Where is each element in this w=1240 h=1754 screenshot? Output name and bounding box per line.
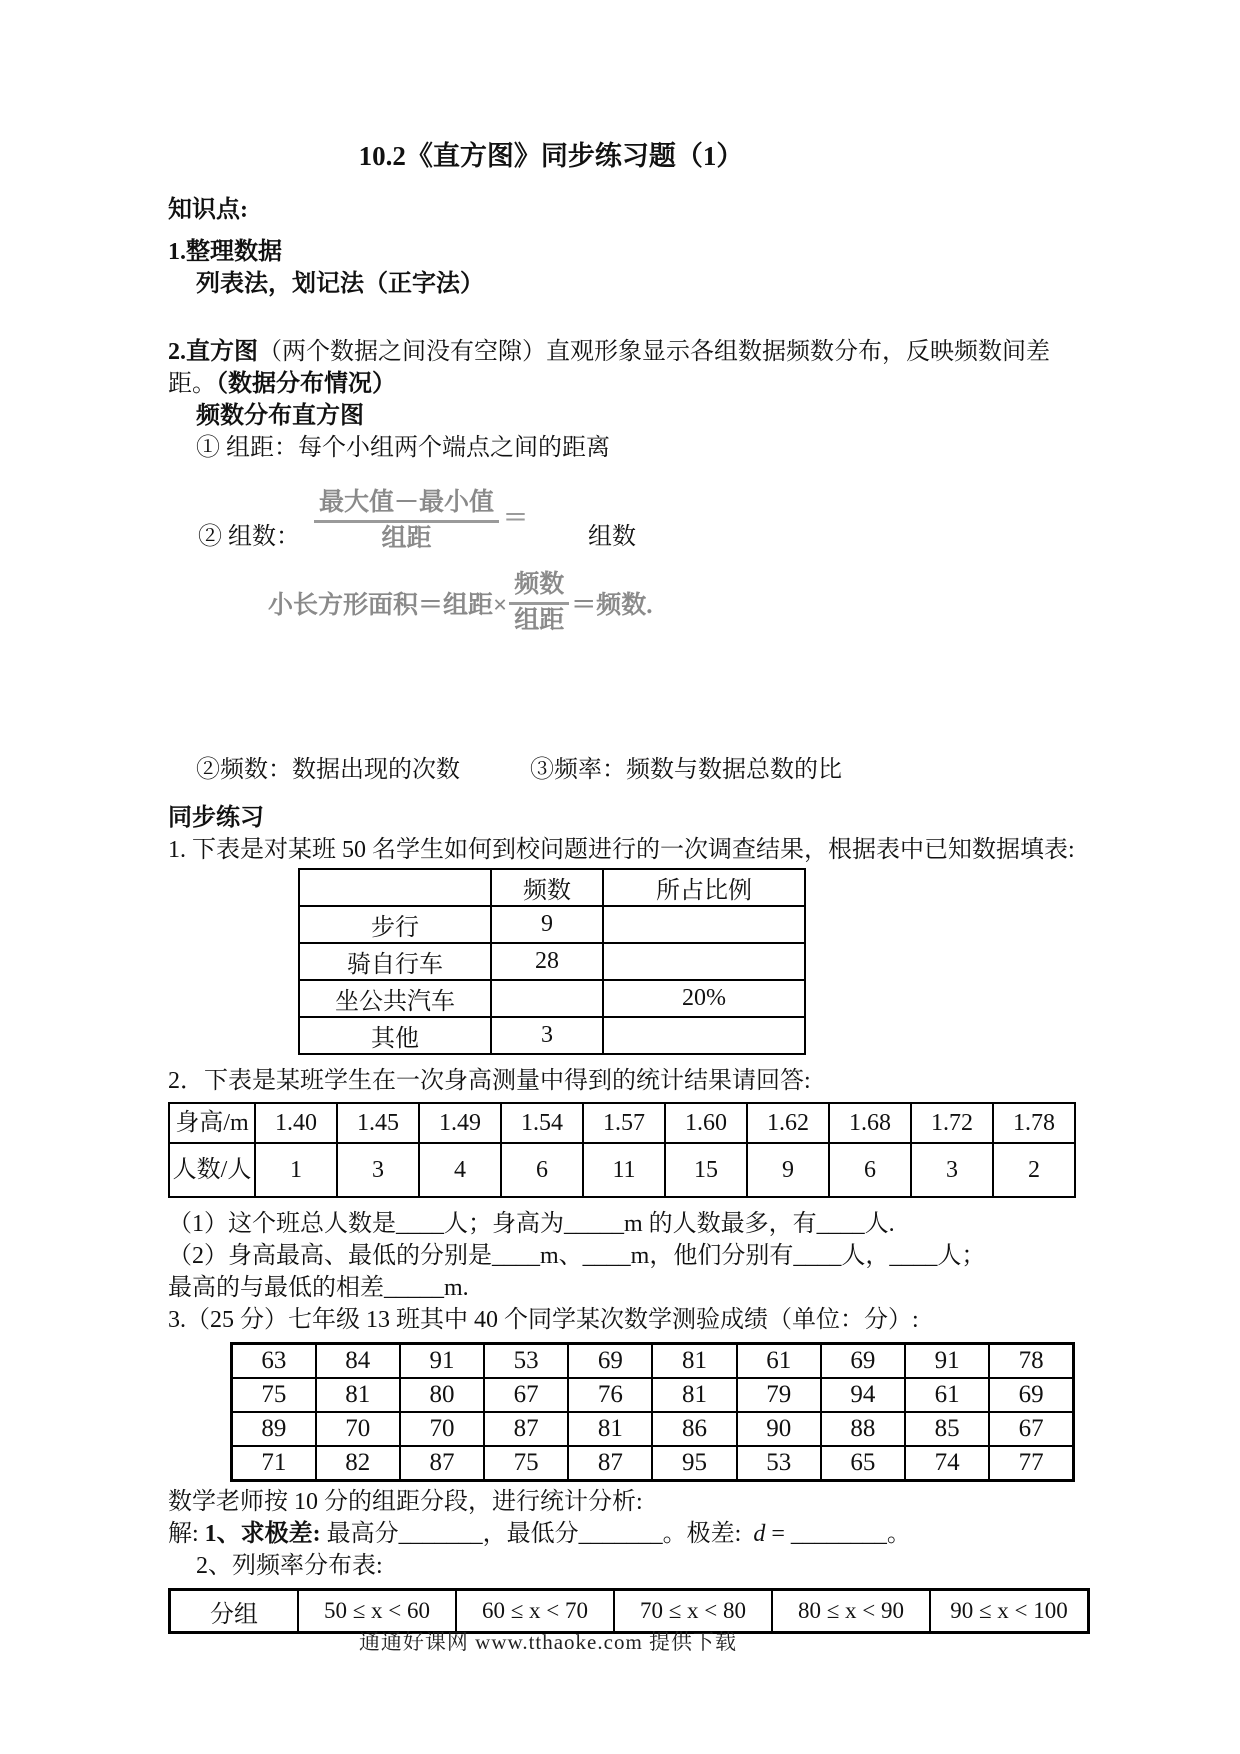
question2-sub2: （2）身高最高、最低的分别是____m、____m，他们分别有____人，____人； (168, 1243, 986, 1269)
range-cell: 50 ≤ x < 60 (298, 1590, 456, 1633)
table-row (299, 1017, 805, 1054)
count-cell: 6 (829, 1143, 911, 1197)
category-cell: 其他 (299, 1017, 491, 1054)
fraction-denominator: 组距 (381, 525, 432, 552)
question2-sub2b: 最高的与最低的相差_____m. (168, 1275, 469, 1301)
frequency-def: ②频数：数据出现的次数 (196, 757, 460, 783)
score-cell: 82 (316, 1446, 400, 1481)
question1-text: 1. 下表是对某班 50 名学生如何到校问题进行的一次调查结果，根据表中已知数据填表: (168, 837, 1075, 863)
table-row (232, 1378, 1074, 1412)
score-cell: 91 (400, 1344, 484, 1379)
knowledge-item2 (168, 336, 1078, 400)
score-cell: 95 (652, 1446, 736, 1481)
fraction-numerator: 最大值－最小值 (314, 488, 499, 523)
score-cell: 69 (568, 1344, 652, 1379)
footer-watermark: 通通好课网 www.tthaoke.com 提供下载 (358, 1630, 738, 1654)
height-cell: 1.49 (419, 1103, 501, 1143)
item2-bold: 2.直方图 (168, 339, 258, 365)
table-row (169, 1143, 1075, 1197)
score-cell: 88 (821, 1412, 905, 1446)
score-cell: 69 (821, 1344, 905, 1379)
value-cell: 3 (491, 1017, 603, 1054)
table-row (169, 1103, 1075, 1143)
count-cell: 9 (747, 1143, 829, 1197)
score-cell: 61 (905, 1378, 989, 1412)
solution-step1 (168, 1518, 1078, 1550)
score-cell: 75 (484, 1446, 568, 1481)
item2-bold2: （数据分布情况） (216, 371, 396, 397)
score-cell: 84 (316, 1344, 400, 1379)
relative-frequency-def: ③频率：频数与数据总数的比 (530, 757, 842, 783)
value-cell (603, 1017, 805, 1054)
score-cell: 74 (905, 1446, 989, 1481)
score-cell: 94 (821, 1378, 905, 1412)
score-cell: 76 (568, 1378, 652, 1412)
table-row (299, 869, 805, 906)
step1-text3: 。极差: (662, 1521, 748, 1547)
question3-text: 3.（25 分）七年级 13 班其中 40 个同学某次数学测验成绩（单位：分）: (168, 1307, 919, 1333)
height-cell: 1.40 (255, 1103, 337, 1143)
blank-line: _______ (578, 1521, 663, 1547)
step1-text4: 。 (886, 1521, 911, 1547)
count-cell: 4 (419, 1143, 501, 1197)
score-cell: 53 (484, 1344, 568, 1379)
height-cell: 1.72 (911, 1103, 993, 1143)
table-row (232, 1412, 1074, 1446)
score-cell: 81 (652, 1344, 736, 1379)
score-cell: 67 (989, 1412, 1073, 1446)
score-cell: 70 (400, 1412, 484, 1446)
step1-text1: 最高分 (326, 1521, 399, 1547)
score-cell: 75 (232, 1378, 316, 1412)
analysis-text: 数学老师按 10 分的组距分段，进行统计分析: (168, 1489, 643, 1515)
score-cell: 86 (652, 1412, 736, 1446)
score-cell: 61 (737, 1344, 821, 1379)
score-cell: 90 (737, 1412, 821, 1446)
score-cell: 67 (484, 1378, 568, 1412)
count-cell: 2 (993, 1143, 1075, 1197)
count-cell: 3 (911, 1143, 993, 1197)
count-cell: 15 (665, 1143, 747, 1197)
score-table (230, 1342, 1075, 1482)
score-cell: 85 (905, 1412, 989, 1446)
score-cell: 87 (568, 1446, 652, 1481)
solve-prefix: 解: (168, 1521, 205, 1547)
header-cell: 频数 (491, 869, 603, 906)
page-title: 10.2《直方图》同步练习题（1） (358, 141, 744, 171)
range-cell: 90 ≤ x < 100 (930, 1590, 1089, 1633)
group-count-formula (168, 488, 1078, 554)
category-cell: 步行 (299, 906, 491, 943)
range-cell: 60 ≤ x < 70 (456, 1590, 614, 1633)
range-cell: 70 ≤ x < 80 (614, 1590, 772, 1633)
knowledge-item1-sub: 列表法，划记法（正字法） (196, 271, 484, 297)
fraction-denominator: 组距 (514, 607, 565, 634)
rect-area-lhs: 小长方形面积＝组距× (268, 592, 508, 619)
fraction (314, 488, 499, 554)
score-cell: 77 (989, 1446, 1073, 1481)
score-cell: 63 (232, 1344, 316, 1379)
height-cell: 1.78 (993, 1103, 1075, 1143)
count-cell: 3 (337, 1143, 419, 1197)
table-row (299, 980, 805, 1017)
category-cell: 坐公共汽车 (299, 980, 491, 1017)
height-cell: 1.57 (583, 1103, 665, 1143)
solution-step2: 2、列频率分布表: (196, 1553, 383, 1579)
freq-definitions (168, 754, 1078, 786)
header-cell: 所占比例 (603, 869, 805, 906)
height-cell: 1.60 (665, 1103, 747, 1143)
table-row (299, 943, 805, 980)
score-cell: 91 (905, 1344, 989, 1379)
value-cell (491, 980, 603, 1017)
group-label-cell: 分组 (170, 1590, 299, 1633)
group-count-label: ② 组数： (198, 524, 300, 550)
blank-line: ________ (790, 1521, 887, 1547)
step1-text2: ，最低分 (482, 1521, 579, 1547)
fraction (509, 570, 569, 636)
height-table (168, 1102, 1076, 1198)
height-cell: 1.45 (337, 1103, 419, 1143)
question2-text: 2．下表是某班学生在一次身高测量中得到的统计结果请回答: (168, 1068, 811, 1094)
score-cell: 79 (737, 1378, 821, 1412)
score-cell: 89 (232, 1412, 316, 1446)
rect-area-formula (168, 570, 1078, 636)
score-cell: 87 (400, 1446, 484, 1481)
row-label-cell: 人数/人 (169, 1143, 255, 1197)
header-cell (299, 869, 491, 906)
range-variable: d (753, 1521, 766, 1547)
blank-line: _______ (398, 1521, 483, 1547)
value-cell: 20% (603, 980, 805, 1017)
count-cell: 11 (583, 1143, 665, 1197)
score-cell: 81 (568, 1412, 652, 1446)
score-cell: 80 (400, 1378, 484, 1412)
value-cell (603, 906, 805, 943)
table-row (232, 1446, 1074, 1481)
score-cell: 71 (232, 1446, 316, 1481)
knowledge-item1-title: 1.整理数据 (168, 239, 282, 265)
commute-table (298, 868, 806, 1055)
equals-sign: = (771, 1521, 785, 1547)
table-row (232, 1344, 1074, 1379)
height-cell: 1.68 (829, 1103, 911, 1143)
value-cell: 28 (491, 943, 603, 980)
question2-sub1: （1）这个班总人数是____人；身高为_____m 的人数最多，有____人. (168, 1211, 895, 1237)
score-cell: 81 (316, 1378, 400, 1412)
item2-text: （两个数据之间没有空隙）直观形象显示各组数据频数分布，反映频数间差距。 (168, 339, 1050, 397)
category-cell: 骑自行车 (299, 943, 491, 980)
row-label-cell: 身高/m (169, 1103, 255, 1143)
range-cell: 80 ≤ x < 90 (772, 1590, 930, 1633)
rect-area-rhs: ＝频数. (571, 592, 653, 619)
exercise-heading: 同步练习 (168, 805, 264, 831)
step1-bold: 1、求极差: (204, 1521, 327, 1547)
height-cell: 1.62 (747, 1103, 829, 1143)
value-cell: 9 (491, 906, 603, 943)
hist-heading: 频数分布直方图 (196, 403, 364, 429)
value-cell (603, 943, 805, 980)
score-cell: 87 (484, 1412, 568, 1446)
count-cell: 6 (501, 1143, 583, 1197)
count-cell: 1 (255, 1143, 337, 1197)
table-row (299, 906, 805, 943)
score-cell: 70 (316, 1412, 400, 1446)
equals-sign: ＝ (503, 505, 529, 532)
fraction-numerator: 频数 (509, 570, 569, 605)
score-cell: 78 (989, 1344, 1073, 1379)
score-cell: 53 (737, 1446, 821, 1481)
height-cell: 1.54 (501, 1103, 583, 1143)
score-cell: 65 (821, 1446, 905, 1481)
group-count-rhs: 组数 (588, 524, 637, 550)
knowledge-heading: 知识点: (168, 197, 248, 223)
score-cell: 81 (652, 1378, 736, 1412)
score-cell: 69 (989, 1378, 1073, 1412)
class-width-def: ① 组距：每个小组两个端点之间的距离 (196, 435, 610, 461)
